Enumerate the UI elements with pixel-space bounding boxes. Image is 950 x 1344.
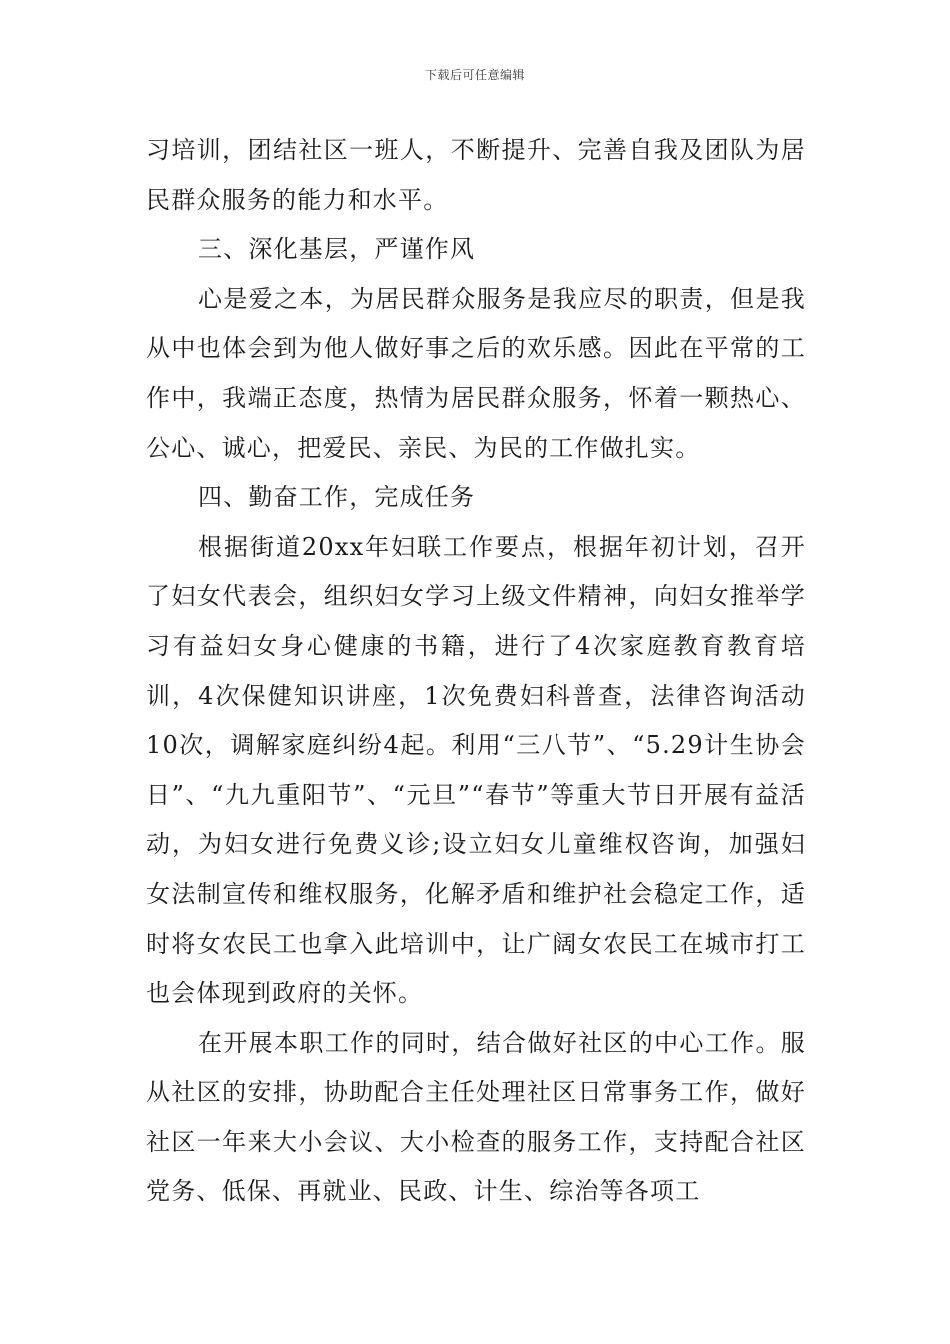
document-body bbox=[146, 126, 806, 1217]
paragraph-womens-federation-work: 根据街道20xx年妇联工作要点，根据年初计划，召开了妇女代表会，组织妇女学习上级文件精神，向妇女推举学习有益妇女身心健康的书籍，进行了4次家庭教育教育培训，4次保健知识讲座，1次免费妇科普查，法律咨询活动10次，调解家庭纠纷4起。利用“三八节”、“5.29计生协会日”、“九九重阳节”、“元旦”“春节”等重大节日开展有益活动，为妇女进行免费义诊;设立妇女儿童维权咨询，加强妇女法制宣传和维权服务，化解矛盾和维护社会稳定工作，适时将女农民工也拿入此培训中，让广阔女农民工在城市打工也会体现到政府的关怀。 bbox=[146, 532, 806, 1008]
section-heading-3: 三、深化基层，严谨作风 bbox=[198, 235, 476, 264]
paragraph-community-duties: 在开展本职工作的同时，结合做好社区的中心工作。服从社区的安排，协助配合主任处理社区日常事务工作，做好社区一年来大小会议、大小检查的服务工作，支持配合社区党务、低保、再就业、民政、计生、综治等各项工 bbox=[146, 1028, 806, 1206]
paragraph-service-attitude: 心是爱之本，为居民群众服务是我应尽的职责，但是我从中也体会到为他人做好事之后的欢乐感。因此在平常的工作中，我端正态度，热情为居民群众服务，怀着一颗热心、公心、诚心，把爱民、亲民、为民的工作做扎实。 bbox=[146, 284, 806, 462]
paragraph-training-continued: 习培训，团结社区一班人，不断提升、完善自我及团队为居民群众服务的能力和水平。 bbox=[146, 136, 806, 214]
page-header-note: 下载后可任意编辑 bbox=[424, 68, 525, 82]
section-heading-4: 四、勤奋工作，完成任务 bbox=[198, 483, 476, 512]
